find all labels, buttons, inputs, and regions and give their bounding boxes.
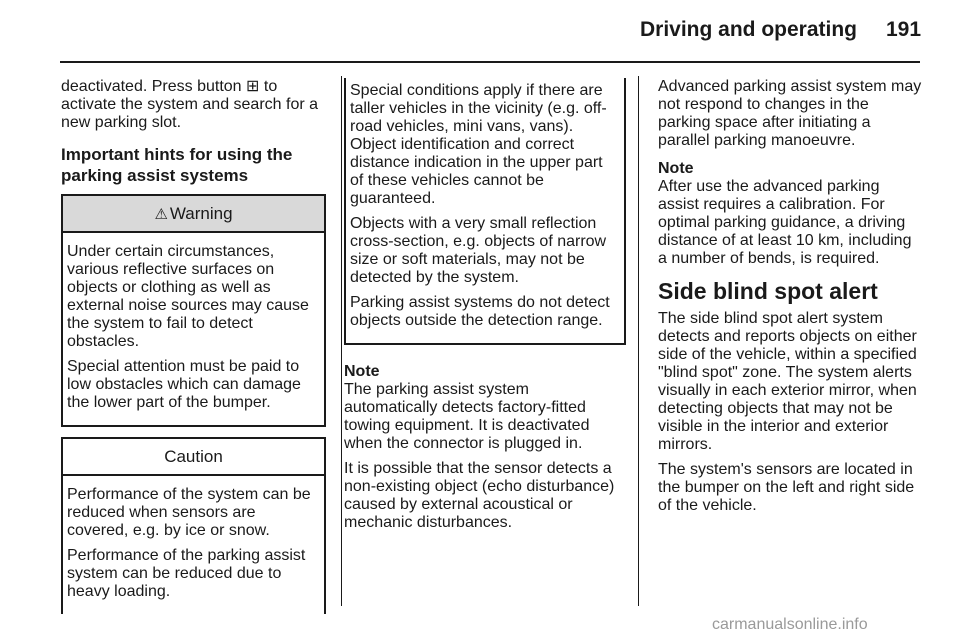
note-paragraph: After use the advanced parking assist requires a calibration. For optimal parking guidance, a driving distance of at least 10 km, including a number of bends, is required. [658, 178, 912, 267]
column-3 [658, 78, 923, 522]
page-number: 191 [886, 18, 922, 41]
caution-header [63, 439, 324, 476]
caution-paragraph: Performance of the parking assist system can be reduced due to heavy loading. [67, 547, 306, 600]
note-paragraph: It is possible that the sensor detects a non-existing object (echo disturbance) caused by external acoustical or mechanic disturbances. [344, 460, 615, 531]
box-paragraph: Parking assist systems do not detect objects outside the detection range. [350, 294, 610, 329]
column-divider-right [638, 76, 639, 606]
warning-paragraph: Special attention must be paid to low obstacles which can damage the lower part of the bumper. [67, 358, 301, 411]
warning-body [63, 233, 324, 425]
warning-box [61, 194, 326, 427]
watermark: carmanualsonline.info [712, 616, 868, 633]
blind-spot-paragraph: The system's sensors are located in the bumper on the left and right side of the vehicle. [658, 461, 915, 514]
special-conditions-body [346, 78, 624, 343]
section-title: Side blind spot alert [658, 278, 878, 304]
header-rule [60, 61, 920, 63]
advanced-parking-paragraph: Advanced parking assist system may not respond to changes in the parking space after initiating a parallel parking manoeuvre. [658, 78, 922, 149]
caution-title: Caution [164, 447, 223, 466]
warning-title: Warning [169, 204, 233, 223]
caution-body [63, 476, 324, 614]
column-1 [61, 78, 326, 614]
caution-paragraph: Performance of the system can be reduced when sensors are covered, e.g. by ice or snow. [67, 486, 311, 539]
column-2 [344, 78, 626, 539]
box-paragraph: Special conditions apply if there are taller vehicles in the vicinity (e.g. off-road vehicles, mini vans, vans). Object identification and correct distance indication in the upper part of these vehicles cannot be guaranteed. [350, 82, 607, 207]
blind-spot-paragraph: The side blind spot alert system detects and reports objects on either side of the vehicle, within a specified "blind spot" zone. The system alerts visually in each exterior mirror, when detecting objects that may not be visible in the interior and exterior mirrors. [658, 310, 917, 453]
special-conditions-box [344, 78, 626, 345]
note-paragraph: The parking assist system automatically detects factory-fitted towing equipment. It is deactivated when the connector is plugged in. [344, 381, 590, 452]
header-title: Driving and operating [640, 18, 858, 41]
box-paragraph: Objects with a very small reflection cross-section, e.g. objects of narrow size or soft materials, may not be detected by the system. [350, 215, 607, 286]
subheading: Important hints for using the parking assist systems [61, 145, 293, 185]
warning-paragraph: Under certain circumstances, various reflective surfaces on objects or clothing as well as external noise sources may cause the system to fail to detect obstacles. [67, 243, 309, 350]
warning-icon: ⚠ [154, 206, 168, 223]
parking-assist-button-icon: ⊞ [246, 78, 260, 95]
column-divider-left [341, 76, 342, 606]
caution-box [61, 437, 326, 614]
warning-header [63, 196, 324, 233]
note-label: Note [344, 363, 380, 380]
note-label: Note [658, 160, 694, 177]
intro-paragraph: deactivated. Press button ⊞ to activate the system and search for a new parking slot. [61, 78, 319, 131]
